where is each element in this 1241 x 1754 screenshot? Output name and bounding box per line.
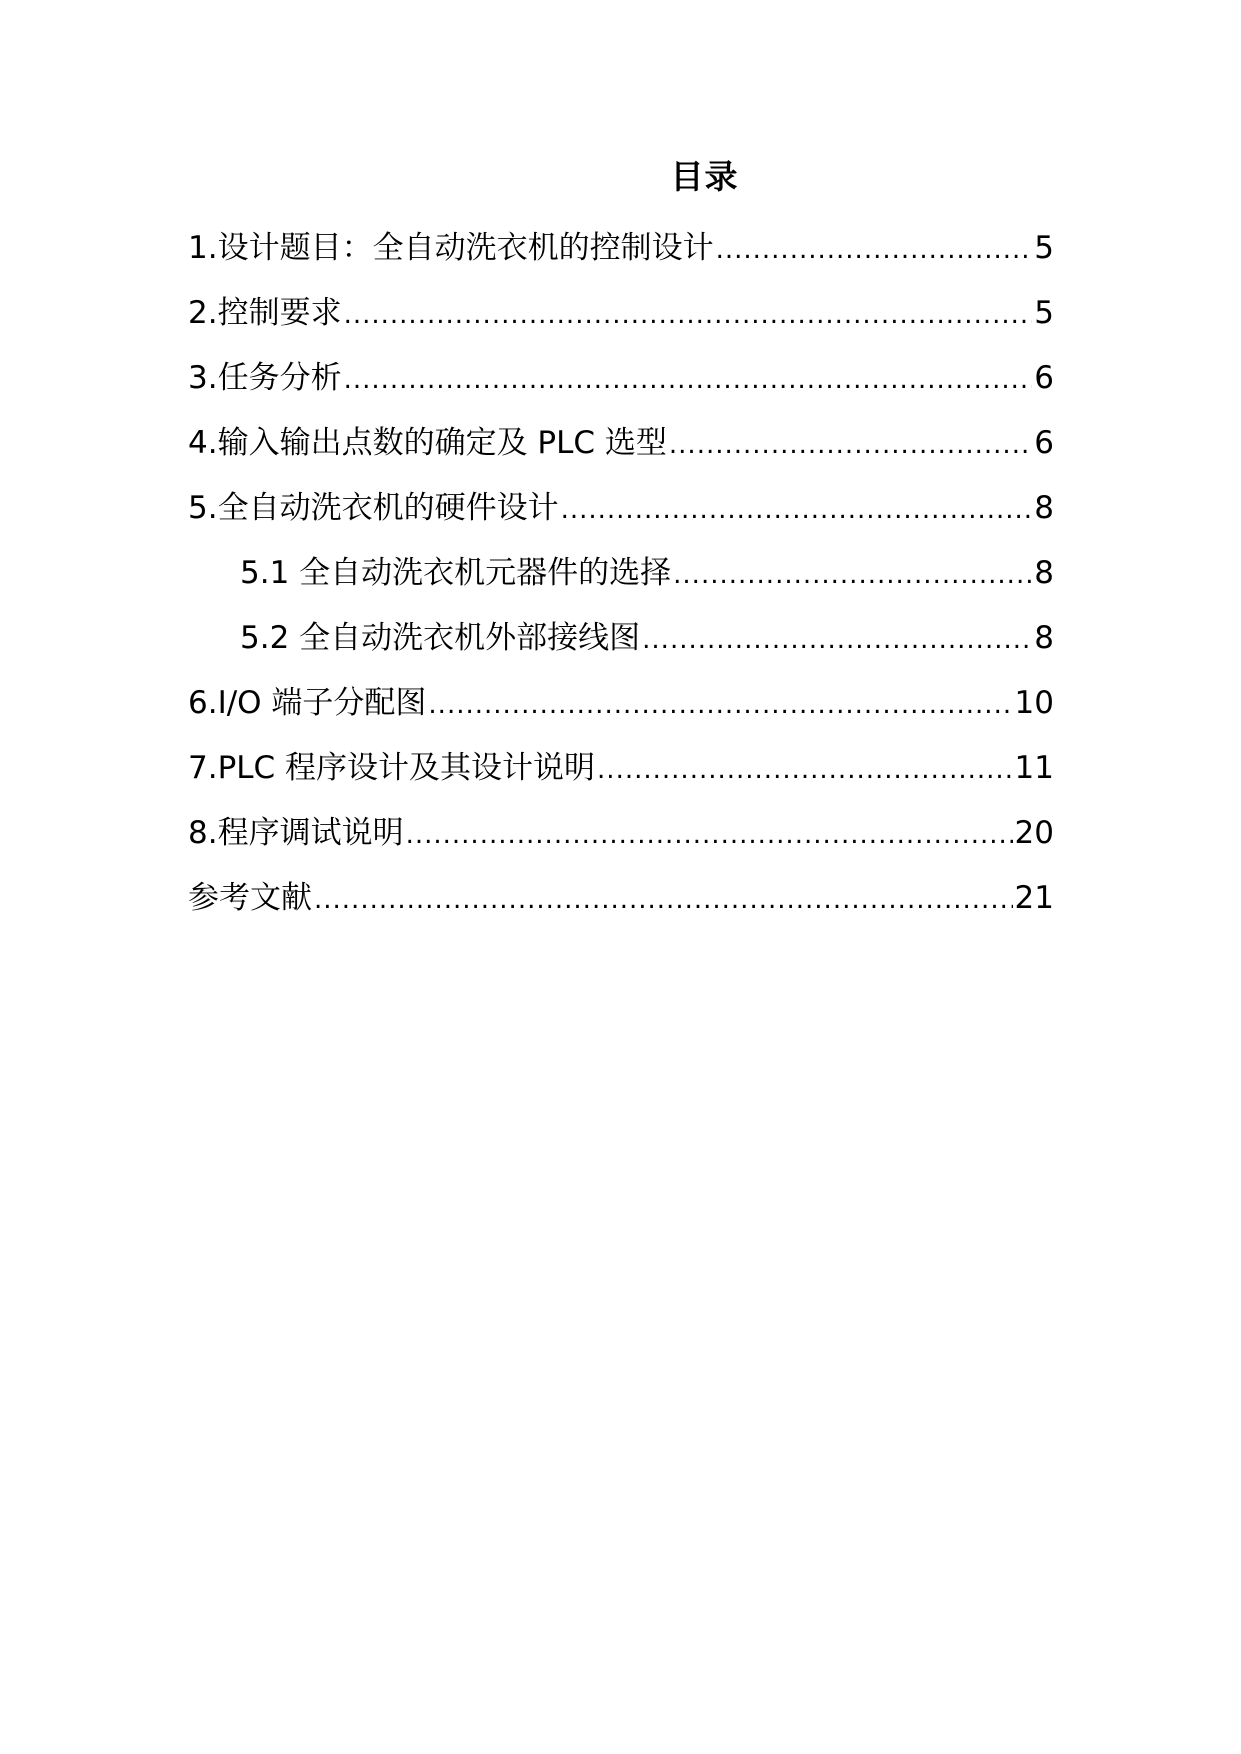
dot-leader	[344, 291, 1033, 339]
toc-subentry[interactable]	[188, 549, 1054, 614]
toc-entry[interactable]	[188, 289, 1054, 354]
table-of-contents	[188, 224, 1054, 939]
toc-entry-label: 5.2 全自动洗衣机外部接线图	[240, 620, 641, 656]
toc-entry[interactable]	[188, 484, 1054, 549]
dot-leader	[597, 746, 1013, 794]
toc-entry[interactable]	[188, 679, 1054, 744]
toc-entry-label: 4.输入输出点数的确定及 PLC 选型	[188, 425, 667, 461]
toc-title: 目录	[670, 157, 739, 196]
dot-leader	[344, 356, 1033, 404]
toc-entry-page: 20	[1014, 815, 1054, 851]
toc-entry-label: 参考文献	[188, 880, 312, 916]
toc-entry-label: 5.全自动洗衣机的硬件设计	[188, 490, 559, 526]
dot-leader	[673, 551, 1032, 599]
toc-entry-label: 8.程序调试说明	[188, 815, 404, 851]
toc-entry-page: 11	[1014, 750, 1054, 786]
toc-entry-page: 6	[1034, 360, 1054, 396]
toc-entry-page: 6	[1034, 425, 1054, 461]
toc-entry-label: 7.PLC 程序设计及其设计说明	[188, 750, 596, 786]
toc-entry-page: 5	[1034, 295, 1054, 331]
toc-entry-page: 10	[1014, 685, 1054, 721]
dot-leader	[428, 681, 1012, 729]
dot-leader	[561, 486, 1033, 534]
toc-entry[interactable]	[188, 224, 1054, 289]
dot-leader	[314, 876, 1013, 924]
toc-subentry[interactable]	[188, 614, 1054, 679]
toc-entry-label: 6.I/O 端子分配图	[188, 685, 427, 721]
toc-entry-page: 21	[1014, 880, 1054, 916]
toc-entry[interactable]	[188, 874, 1054, 939]
dot-leader	[716, 226, 1033, 274]
dot-leader	[669, 421, 1032, 469]
toc-entry-label: 5.1 全自动洗衣机元器件的选择	[240, 555, 672, 591]
toc-entry-page: 5	[1034, 230, 1054, 266]
toc-entry[interactable]	[188, 809, 1054, 874]
dot-leader	[642, 616, 1032, 664]
toc-entry-label: 1.设计题目：全自动洗衣机的控制设计	[188, 230, 714, 266]
toc-entry-label: 3.任务分析	[188, 360, 342, 396]
toc-entry-page: 8	[1034, 555, 1054, 591]
toc-entry[interactable]	[188, 744, 1054, 809]
toc-entry-label: 2.控制要求	[188, 295, 342, 331]
toc-entry[interactable]	[188, 419, 1054, 484]
toc-entry-page: 8	[1034, 490, 1054, 526]
dot-leader	[406, 811, 1013, 859]
toc-entry[interactable]	[188, 354, 1054, 419]
toc-entry-page: 8	[1034, 620, 1054, 656]
